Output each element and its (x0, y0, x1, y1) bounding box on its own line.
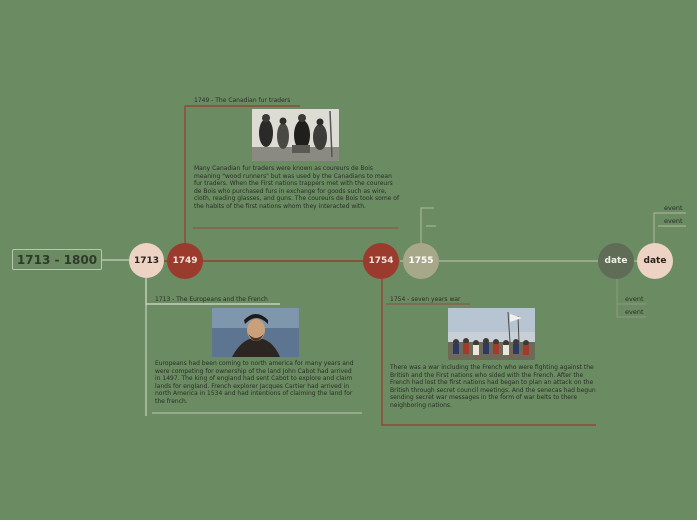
event-label-top-1[interactable]: event (664, 204, 683, 212)
topic-1754-text: There was a war including the French who were fighting against the British and the First nations who sided with the French. After the French had lost the first nations had began to plan an attack on the British through secret council meetings. And the senecas had begun sending secret war messages in the form of war belts to there neighboring nations. (390, 364, 596, 409)
node-1754[interactable]: 1754 (363, 243, 399, 279)
topic-1749-heading[interactable]: 1749 - The Canadian fur traders (194, 97, 291, 104)
node-1749[interactable]: 1749 (167, 243, 203, 279)
node-date-pale[interactable]: date (637, 243, 673, 279)
node-1713[interactable]: 1713 (129, 243, 164, 278)
topic-1754-heading[interactable]: 1754 - seven years war (390, 296, 461, 303)
jacques-cartier-portrait (212, 308, 299, 357)
event-label-top-2[interactable]: event (664, 217, 683, 225)
topic-1749-text: Many Canadian fur traders were known as coureurs de Bois meaning "wood runners" but was used by the Canadians to mean fur traders. When the First nations trappers met with the coureurs de Bois who purchased furs in exchange for goods such as wire, cloth, reading glasses, and guns. The coureurs de Bois took some of the habits of the first nations whom they interacted with. (194, 165, 400, 210)
topic-1713-text: Europeans had been coming to north america for many years and were competing for ownership of the land John Cabot had arrived in 1497. The king of england had sent Cabot to explore and claim lands for england. French explorer Jacques Cartier had arrived in north America in 1534 and had intentions of claiming the land for the french. (155, 360, 354, 405)
topic-1713-heading[interactable]: 1713 - The Europeans and the French (155, 296, 268, 303)
seven-years-war-image (448, 308, 535, 360)
event-label-bottom-1[interactable]: event (625, 295, 644, 303)
fur-traders-image (252, 109, 339, 161)
node-date-dark[interactable]: date (598, 243, 634, 279)
event-label-bottom-2[interactable]: event (625, 308, 644, 316)
node-1755[interactable]: 1755 (403, 243, 439, 279)
central-topic[interactable]: 1713 - 1800 (12, 249, 102, 270)
